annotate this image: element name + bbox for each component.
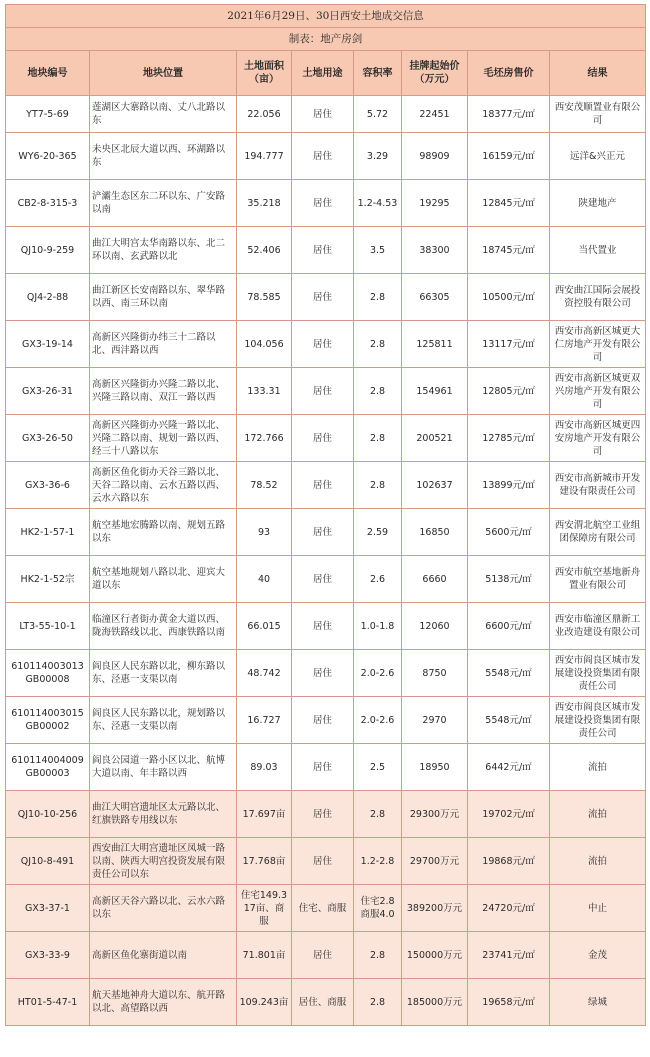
cell-location: 临潼区行者街办黄金大道以西、陇海铁路线以北、西康铁路以南 [90,603,237,650]
cell-result: 绿城 [550,979,646,1026]
table-row [6,697,646,744]
cell-far: 1.0-1.8 [354,603,402,650]
table-row [6,133,646,180]
cell-land-id: QJ10-10-256 [6,791,90,838]
table-row [6,321,646,368]
cell-sale-price: 5138元/㎡ [468,556,550,603]
cell-location: 未央区北辰大道以西、环湖路以东 [90,133,237,180]
cell-result: 西安市高新城市开发建设有限责任公司 [550,462,646,509]
cell-area: 66.015 [237,603,292,650]
cell-land-id: HK2-1-52宗 [6,556,90,603]
cell-use: 居住 [292,509,354,556]
table-row [6,274,646,321]
cell-result: 西安市高新区城更四安房地产开发有限公司 [550,415,646,462]
cell-price: 150000万元 [402,932,468,979]
cell-land-id: HK2-1-57-1 [6,509,90,556]
cell-location: 西安曲江大明宫遗址区凤城一路以南、陕西大明宫投资发展有限责任公司以东 [90,838,237,885]
cell-sale-price: 6600元/㎡ [468,603,550,650]
cell-location: 浐灞生态区东二环以东、广安路以南 [90,180,237,227]
cell-result: 西安市高新区城更双兴房地产开发有限公司 [550,368,646,415]
cell-location: 阎良区人民东路以北，柳东路以东、泾惠一支渠以南 [90,650,237,697]
cell-far: 2.0-2.6 [354,697,402,744]
cell-area: 48.742 [237,650,292,697]
cell-result: 西安渭北航空工业组团保障房有限公司 [550,509,646,556]
cell-land-id: LT3-55-10-1 [6,603,90,650]
land-transaction-table [5,4,646,1026]
cell-use: 居住 [292,603,354,650]
cell-sale-price: 5548元/㎡ [468,697,550,744]
cell-result: 远洋&兴正元 [550,133,646,180]
cell-use: 居住 [292,133,354,180]
table-row [6,556,646,603]
cell-use: 居住、商服 [292,979,354,1026]
cell-far: 2.8 [354,932,402,979]
cell-use: 居住 [292,227,354,274]
cell-price: 200521 [402,415,468,462]
cell-price: 2970 [402,697,468,744]
cell-result: 西安市阎良区城市发展建设投资集团有限责任公司 [550,697,646,744]
cell-use: 居住 [292,556,354,603]
cell-area: 71.801亩 [237,932,292,979]
cell-far: 2.0-2.6 [354,650,402,697]
table-row [6,227,646,274]
cell-sale-price: 19868元/㎡ [468,838,550,885]
cell-sale-price: 16159元/㎡ [468,133,550,180]
cell-area: 40 [237,556,292,603]
cell-use: 居住 [292,932,354,979]
cell-sale-price: 5548元/㎡ [468,650,550,697]
cell-location: 阎良公园道一路小区以北、航博大道以南、年丰路以西 [90,744,237,791]
cell-price: 19295 [402,180,468,227]
cell-far: 2.59 [354,509,402,556]
header-location: 地块位置 [90,51,237,96]
cell-sale-price: 19658元/㎡ [468,979,550,1026]
cell-far: 2.6 [354,556,402,603]
table-row [6,885,646,932]
cell-area: 89.03 [237,744,292,791]
land-transaction-table-wrapper [5,4,645,1026]
cell-land-id: GX3-19-14 [6,321,90,368]
cell-area: 194.777 [237,133,292,180]
cell-location: 高新区兴隆街办纬三十二路以北、西沣路以西 [90,321,237,368]
cell-sale-price: 12785元/㎡ [468,415,550,462]
cell-price: 8750 [402,650,468,697]
header-far: 容积率 [354,51,402,96]
cell-result: 西安市阎良区城市发展建设投资集团有限责任公司 [550,650,646,697]
cell-price: 154961 [402,368,468,415]
cell-use: 居住 [292,697,354,744]
cell-sale-price: 10500元/㎡ [468,274,550,321]
cell-land-id: WY6-20-365 [6,133,90,180]
cell-result: 西安市高新区城更大仁房地产开发有限公司 [550,321,646,368]
cell-result: 金茂 [550,932,646,979]
cell-area: 104.056 [237,321,292,368]
cell-land-id: GX3-36-6 [6,462,90,509]
cell-use: 居住 [292,368,354,415]
cell-location: 高新区天谷六路以北、云水六路以东 [90,885,237,932]
table-row [6,603,646,650]
header-area: 土地面积（亩） [237,51,292,96]
cell-price: 98909 [402,133,468,180]
cell-area: 133.31 [237,368,292,415]
header-row [6,51,646,96]
header-sale: 毛坯房售价 [468,51,550,96]
cell-price: 66305 [402,274,468,321]
table-row [6,509,646,556]
header-id: 地块编号 [6,51,90,96]
table-row [6,979,646,1026]
cell-area: 16.727 [237,697,292,744]
cell-result: 西安茂顺置业有限公司 [550,96,646,133]
table-row [6,744,646,791]
cell-land-id: 610114003013GB00008 [6,650,90,697]
cell-use: 居住 [292,180,354,227]
cell-price: 185000万元 [402,979,468,1026]
cell-sale-price: 12805元/㎡ [468,368,550,415]
cell-sale-price: 18745元/㎡ [468,227,550,274]
cell-land-id: GX3-33-9 [6,932,90,979]
cell-price: 125811 [402,321,468,368]
cell-far: 2.8 [354,321,402,368]
cell-price: 389200万元 [402,885,468,932]
table-row [6,650,646,697]
cell-price: 29300万元 [402,791,468,838]
cell-use: 居住 [292,321,354,368]
cell-location: 曲江大明宫太华南路以东、北二环以南、玄武路以北 [90,227,237,274]
table-row [6,96,646,133]
cell-use: 居住 [292,650,354,697]
cell-price: 29700万元 [402,838,468,885]
cell-location: 航空基地规划八路以北、迎宾大道以东 [90,556,237,603]
cell-result: 中止 [550,885,646,932]
cell-far: 3.29 [354,133,402,180]
cell-sale-price: 13899元/㎡ [468,462,550,509]
cell-sale-price: 18377元/㎡ [468,96,550,133]
cell-location: 莲湖区大寨路以南、丈八北路以东 [90,96,237,133]
cell-far: 5.72 [354,96,402,133]
cell-area: 172.766 [237,415,292,462]
cell-area: 17.697亩 [237,791,292,838]
cell-location: 高新区兴隆街办兴隆一路以北、兴隆二路以南、规划一路以西、经三十八路以东 [90,415,237,462]
header-use: 土地用途 [292,51,354,96]
cell-land-id: HT01-5-47-1 [6,979,90,1026]
cell-far: 2.8 [354,368,402,415]
cell-far: 1.2-2.8 [354,838,402,885]
cell-land-id: 610114003015GB00002 [6,697,90,744]
cell-area: 78.52 [237,462,292,509]
cell-far: 2.8 [354,979,402,1026]
cell-result: 流拍 [550,838,646,885]
cell-far: 1.2-4.53 [354,180,402,227]
cell-use: 居住 [292,744,354,791]
header-result: 结果 [550,51,646,96]
cell-location: 高新区鱼化街办天谷三路以北、天谷二路以南、云水五路以西、云水六路以东 [90,462,237,509]
cell-use: 居住 [292,415,354,462]
cell-land-id: QJ4-2-88 [6,274,90,321]
cell-area: 35.218 [237,180,292,227]
cell-area: 52.406 [237,227,292,274]
table-row [6,180,646,227]
cell-far: 2.8 [354,274,402,321]
cell-sale-price: 5600元/㎡ [468,509,550,556]
cell-land-id: YT7-5-69 [6,96,90,133]
table-row [6,932,646,979]
cell-location: 阎良区人民东路以北，规划路以东、泾惠一支渠以南 [90,697,237,744]
cell-result: 西安曲江国际会展投资控股有限公司 [550,274,646,321]
table-subtitle: 制表：地产房剑 [6,28,646,51]
cell-far: 2.5 [354,744,402,791]
cell-sale-price: 13117元/㎡ [468,321,550,368]
cell-location: 航天基地神舟大道以东、航开路以北、高望路以西 [90,979,237,1026]
cell-far: 住宅2.8商服4.0 [354,885,402,932]
cell-result: 西安市航空基地新舟置业有限公司 [550,556,646,603]
cell-area: 17.768亩 [237,838,292,885]
cell-price: 12060 [402,603,468,650]
cell-use: 居住 [292,96,354,133]
cell-location: 航空基地宏腾路以南、规划五路以东 [90,509,237,556]
cell-area: 109.243亩 [237,979,292,1026]
cell-location: 高新区兴隆街办兴隆二路以北、兴隆三路以南、双江一路以西 [90,368,237,415]
cell-sale-price: 23741元/㎡ [468,932,550,979]
cell-sale-price: 19702元/㎡ [468,791,550,838]
cell-land-id: CB2-8-315-3 [6,180,90,227]
cell-location: 曲江大明宫遗址区太元路以北、红旗铁路专用线以东 [90,791,237,838]
table-row [6,838,646,885]
header-price: 挂牌起始价（万元） [402,51,468,96]
cell-result: 流拍 [550,791,646,838]
cell-land-id: GX3-37-1 [6,885,90,932]
cell-area: 78.585 [237,274,292,321]
cell-result: 当代置业 [550,227,646,274]
cell-price: 102637 [402,462,468,509]
cell-result: 西安市临潼区鼎新工业改造建设有限公司 [550,603,646,650]
cell-use: 居住 [292,462,354,509]
cell-use: 居住 [292,838,354,885]
cell-area: 住宅149.317亩、商服 [237,885,292,932]
cell-area: 93 [237,509,292,556]
cell-land-id: GX3-26-50 [6,415,90,462]
cell-use: 居住 [292,791,354,838]
cell-sale-price: 12845元/㎡ [468,180,550,227]
cell-land-id: QJ10-8-491 [6,838,90,885]
cell-sale-price: 24720元/㎡ [468,885,550,932]
cell-land-id: GX3-26-31 [6,368,90,415]
cell-far: 3.5 [354,227,402,274]
table-row [6,368,646,415]
cell-price: 22451 [402,96,468,133]
cell-far: 2.8 [354,462,402,509]
cell-use: 住宅、商服 [292,885,354,932]
cell-far: 2.8 [354,791,402,838]
cell-land-id: 610114004009GB00003 [6,744,90,791]
cell-location: 高新区鱼化寨街道以南 [90,932,237,979]
cell-price: 6660 [402,556,468,603]
cell-price: 38300 [402,227,468,274]
cell-sale-price: 6442元/㎡ [468,744,550,791]
cell-use: 居住 [292,274,354,321]
cell-price: 16850 [402,509,468,556]
cell-result: 流拍 [550,744,646,791]
cell-price: 18950 [402,744,468,791]
cell-land-id: QJ10-9-259 [6,227,90,274]
table-row [6,462,646,509]
table-title: 2021年6月29日、30日西安土地成交信息 [6,5,646,28]
cell-far: 2.8 [354,415,402,462]
cell-area: 22.056 [237,96,292,133]
cell-location: 曲江新区长安南路以东、翠华路以西、南三环以南 [90,274,237,321]
cell-result: 陕建地产 [550,180,646,227]
table-row [6,791,646,838]
table-row [6,415,646,462]
